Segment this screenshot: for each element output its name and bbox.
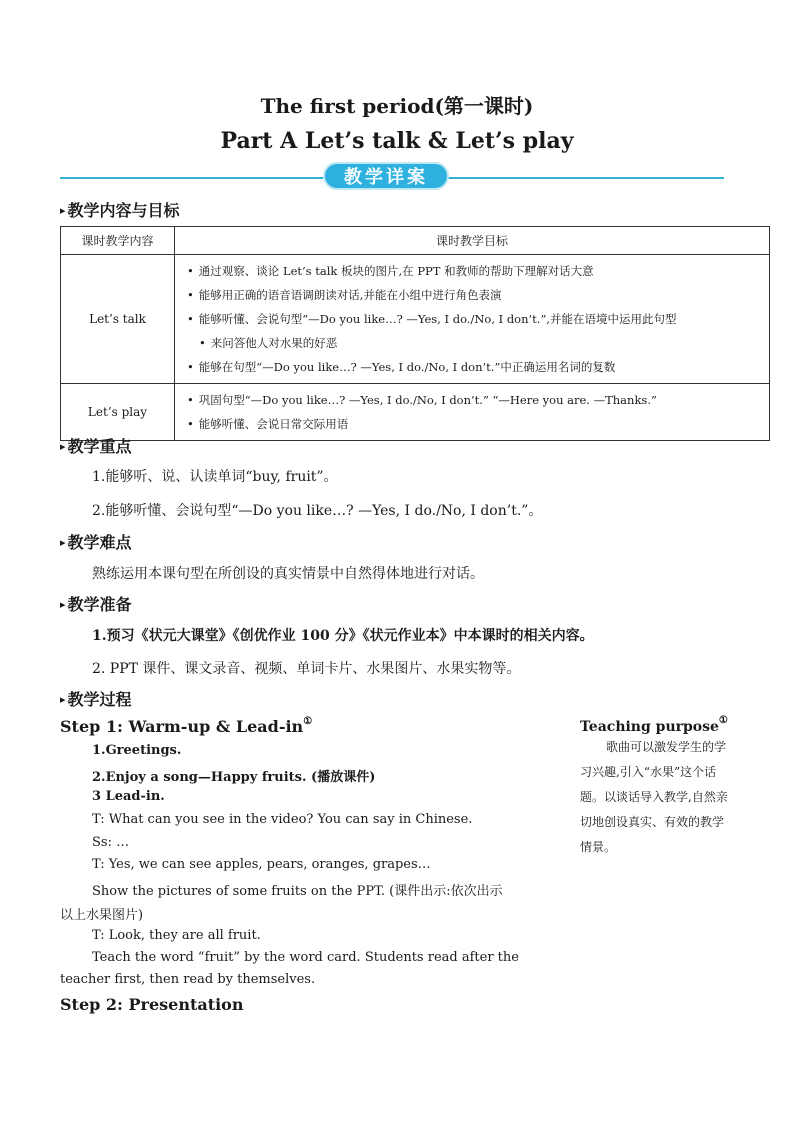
goal-item: • 巩固句型“—Do you like…? —Yes, I do./No, I don’t.” “—Here you are. —Thanks.” (187, 388, 761, 412)
table-row (61, 384, 770, 441)
step2-heading: Step 2: Presentation (60, 995, 244, 1014)
teach-word-line: Teach the word “fruit” by the word card. Students read after the (92, 950, 519, 965)
table-row-goals (175, 384, 770, 441)
dialog-line: Ss: … (92, 835, 130, 850)
lesson-title: The first period(第一课时) (260, 94, 534, 118)
show-pictures-line: Show the pictures of some fruits on the PPT. (课件出示:依次出示 (92, 884, 503, 899)
footnote-mark: ① (303, 716, 313, 727)
table-header-goals: 课时教学目标 (175, 227, 770, 255)
dialog-line: T: Yes, we can see apples, pears, oranges, grapes… (92, 857, 431, 872)
teach-word-line-cont: teacher first, then read by themselves. (60, 972, 316, 987)
goal-item: • 能够听懂、会说日常交际用语 (187, 412, 761, 436)
dialog-line: T: What can you see in the video? You can say in Chinese. (92, 812, 473, 827)
preparation-item: 1.预习《状元大课堂》《创优作业 100 分》《状元作业本》中本课时的相关内容。 (92, 628, 594, 644)
lesson-subtitle: Part A Let’s talk & Let’s play (220, 128, 574, 154)
banner-line-left (60, 177, 325, 179)
show-pictures-line-cont: 以上水果图片) (60, 908, 144, 923)
table-header-content: 课时教学内容 (61, 227, 175, 255)
section-heading-key-points: ▸ 教学重点 (60, 434, 132, 457)
side-note-mark: ① (718, 715, 728, 726)
goal-item: • 能够听懂、会说句型“—Do you like…? —Yes, I do./No, I don’t.”,并能在语境中运用此句型 (187, 307, 761, 331)
goal-item: • 能够用正确的语音语调朗读对话,并能在小组中进行角色表演 (187, 283, 761, 307)
side-note-body (580, 735, 760, 860)
side-note-line: 题。以谈话导入教学,自然亲 (580, 790, 728, 804)
table-row-label: Let’s play (61, 384, 175, 441)
step1-title: Step 1: Warm-up & Lead-in (60, 717, 304, 736)
table-row (61, 255, 770, 384)
process-item: 3 Lead-in. (92, 789, 165, 804)
goal-item-continued: • 来问答他人对水果的好恶 (187, 331, 761, 355)
section-banner: 教学详案 (323, 162, 449, 190)
table-header-row (61, 227, 770, 255)
process-item: 2.Enjoy a song—Happy fruits. (播放课件) (92, 770, 376, 785)
key-point-item: 1.能够听、说、认读单词“buy, fruit”。 (92, 469, 338, 485)
goal-item: • 通过观察、谈论 Let’s talk 板块的图片,在 PPT 和教师的帮助下理解对话大意 (187, 259, 761, 283)
table-row-goals (175, 255, 770, 384)
goal-item: • 能够在句型“—Do you like…? —Yes, I do./No, I don’t.”中正确运用名词的复数 (187, 355, 761, 379)
side-note-line: 切地创设真实、有效的教学 (580, 815, 725, 829)
section-heading-difficulties: ▸ 教学难点 (60, 530, 132, 553)
section-heading-content-goals: ▸ 教学内容与目标 (60, 198, 180, 221)
process-item: 1.Greetings. (92, 743, 182, 758)
side-note-line: 习兴趣,引入“水果”这个话 (580, 765, 717, 779)
side-note-title (580, 715, 728, 735)
section-heading-process: ▸ 教学过程 (60, 687, 132, 710)
step1-heading (60, 716, 312, 736)
difficulty-text: 熟练运用本课句型在所创设的真实情景中自然得体地进行对话。 (92, 566, 484, 582)
preparation-item: 2. PPT 课件、课文录音、视频、单词卡片、水果图片、水果实物等。 (92, 661, 521, 677)
dialog-line: T: Look, they are all fruit. (92, 928, 261, 943)
side-note-line: 情景。 (580, 840, 617, 854)
side-note-title-text: Teaching purpose (580, 719, 719, 735)
banner-line-right (447, 177, 724, 179)
key-point-item: 2.能够听懂、会说句型“—Do you like…? —Yes, I do./No, I don’t.”。 (92, 503, 543, 519)
side-note-line: 歌曲可以激发学生的学 (606, 740, 727, 754)
table-row-label: Let’s talk (61, 255, 175, 384)
section-heading-preparation: ▸ 教学准备 (60, 592, 132, 615)
goals-table (60, 226, 770, 441)
